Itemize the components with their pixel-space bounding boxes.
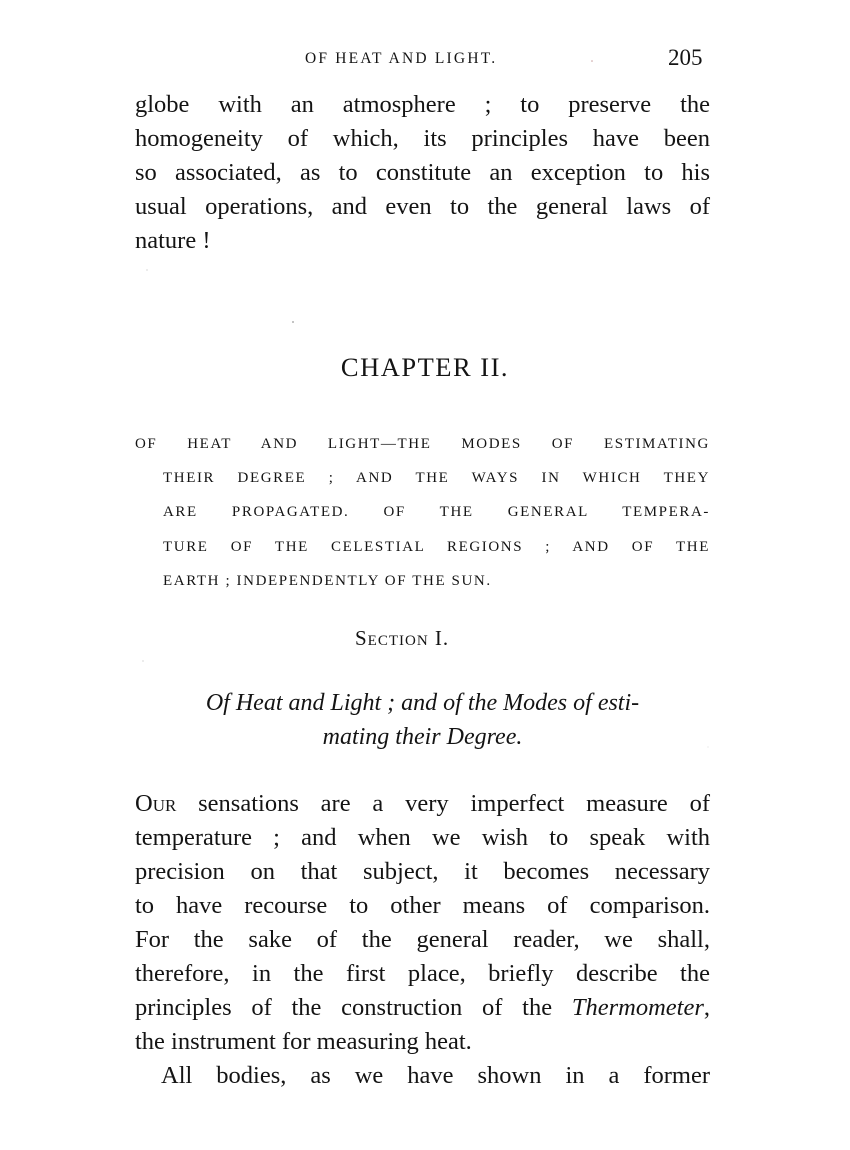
paragraph-continuation bbox=[135, 88, 710, 258]
text-line bbox=[135, 991, 710, 1025]
text-line: nature ! bbox=[135, 227, 211, 254]
paragraph-next bbox=[135, 1059, 710, 1093]
speck bbox=[292, 321, 294, 323]
speck bbox=[146, 269, 147, 270]
paragraph-main bbox=[135, 787, 710, 1059]
section-title-line: mating their Degree. bbox=[322, 724, 523, 750]
section-heading: Section I. bbox=[355, 626, 450, 650]
running-head: OF HEAT AND LIGHT. bbox=[305, 50, 498, 67]
chapter-summary bbox=[135, 427, 710, 598]
text-line: temperature ; and when we wish to speak with bbox=[135, 824, 710, 851]
chapter-title-text: CHAPTER II. bbox=[340, 352, 510, 382]
chapter-title bbox=[0, 352, 850, 383]
page-number: 205 bbox=[668, 45, 703, 70]
text-fragment: sensations are a very imperfect measure of bbox=[176, 790, 710, 817]
speck bbox=[142, 660, 143, 661]
summary-line: OF HEAT AND LIGHT—THE MODES OF ESTIMATING bbox=[135, 436, 710, 452]
text-line: the instrument for measuring heat. bbox=[135, 1028, 472, 1055]
text-fragment: principles of the construction of the bbox=[135, 994, 572, 1021]
section-title bbox=[135, 686, 710, 754]
summary-line: EARTH ; INDEPENDENTLY OF THE SUN. bbox=[163, 572, 492, 589]
text-fragment: , bbox=[703, 994, 710, 1021]
text-line: therefore, in the first place, briefly describe the bbox=[135, 960, 710, 987]
text-line: globe with an atmosphere ; to preserve the bbox=[135, 91, 710, 118]
summary-line: ARE PROPAGATED. OF THE GENERAL TEMPERA- bbox=[163, 504, 710, 521]
text-line bbox=[135, 787, 710, 821]
text-line: All bodies, as we have shown in a former bbox=[161, 1062, 710, 1089]
text-line: to have recourse to other means of comparison. bbox=[135, 892, 710, 919]
opening-word: Our bbox=[135, 790, 177, 817]
summary-line: THEIR DEGREE ; AND THE WAYS IN WHICH THEY bbox=[163, 470, 710, 487]
speck bbox=[591, 60, 593, 62]
text-line: usual operations, and even to the general laws of bbox=[135, 193, 710, 220]
text-line: homogeneity of which, its principles have been bbox=[135, 125, 710, 152]
text-line: so associated, as to constitute an exception to his bbox=[135, 159, 710, 186]
summary-line: TURE OF THE CELESTIAL REGIONS ; AND OF THE bbox=[163, 538, 710, 555]
italic-term: Thermometer bbox=[571, 994, 704, 1021]
text-line: For the sake of the general reader, we shall, bbox=[135, 926, 710, 953]
section-title-line: Of Heat and Light ; and of the Modes of esti- bbox=[205, 690, 640, 716]
text-line: precision on that subject, it becomes necessary bbox=[135, 858, 710, 885]
